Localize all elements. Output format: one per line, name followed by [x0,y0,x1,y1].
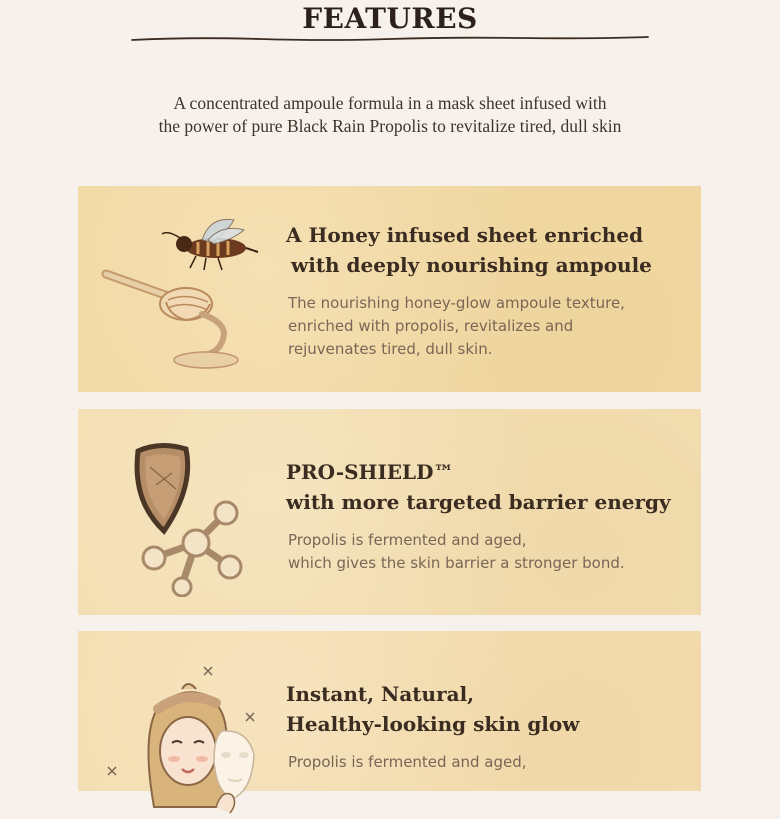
shield-molecule-icon [98,427,268,597]
feature-title-line: PRO-SHIELD™ [286,460,454,484]
feature-title [286,220,652,280]
feature-title [286,457,671,517]
feature-description-line: Propolis is fermented and aged, [288,753,527,771]
feature-card-honey [78,186,701,392]
feature-description [288,529,625,575]
feature-card-pro-shield [78,409,701,615]
feature-title-line: with deeply nourishing ampoule [291,253,652,277]
feature-title [286,679,579,739]
intro-line: the power of pure Black Rain Propolis to revitalize tired, dull skin [158,115,622,136]
honey-dipper-bee-icon [98,204,268,374]
feature-description [288,751,527,774]
page-title: FEATURES [302,2,478,35]
feature-description-line: which gives the skin barrier a stronger bond. [288,554,625,572]
feature-description-line: rejuvenates tired, dull skin. [288,340,493,358]
feature-description-line: enriched with propolis, revitalizes and [288,317,574,335]
page-header [0,0,780,35]
feature-description-line: The nourishing honey-glow ampoule texture, [288,294,625,312]
feature-title-line: Healthy-looking skin glow [286,712,580,736]
face-sheet-mask-icon [98,649,268,819]
feature-description-line: Propolis is fermented and aged, [288,531,527,549]
feature-title-line: with more targeted barrier energy [286,490,671,514]
intro-text [90,92,690,138]
feature-title-line: A Honey infused sheet enriched [286,223,644,247]
feature-card-skin-glow [78,631,701,791]
title-underline [130,34,650,44]
feature-title-line: Instant, Natural, [286,682,475,706]
intro-line: A concentrated ampoule formula in a mask sheet infused with [173,92,607,113]
feature-description [288,292,625,361]
